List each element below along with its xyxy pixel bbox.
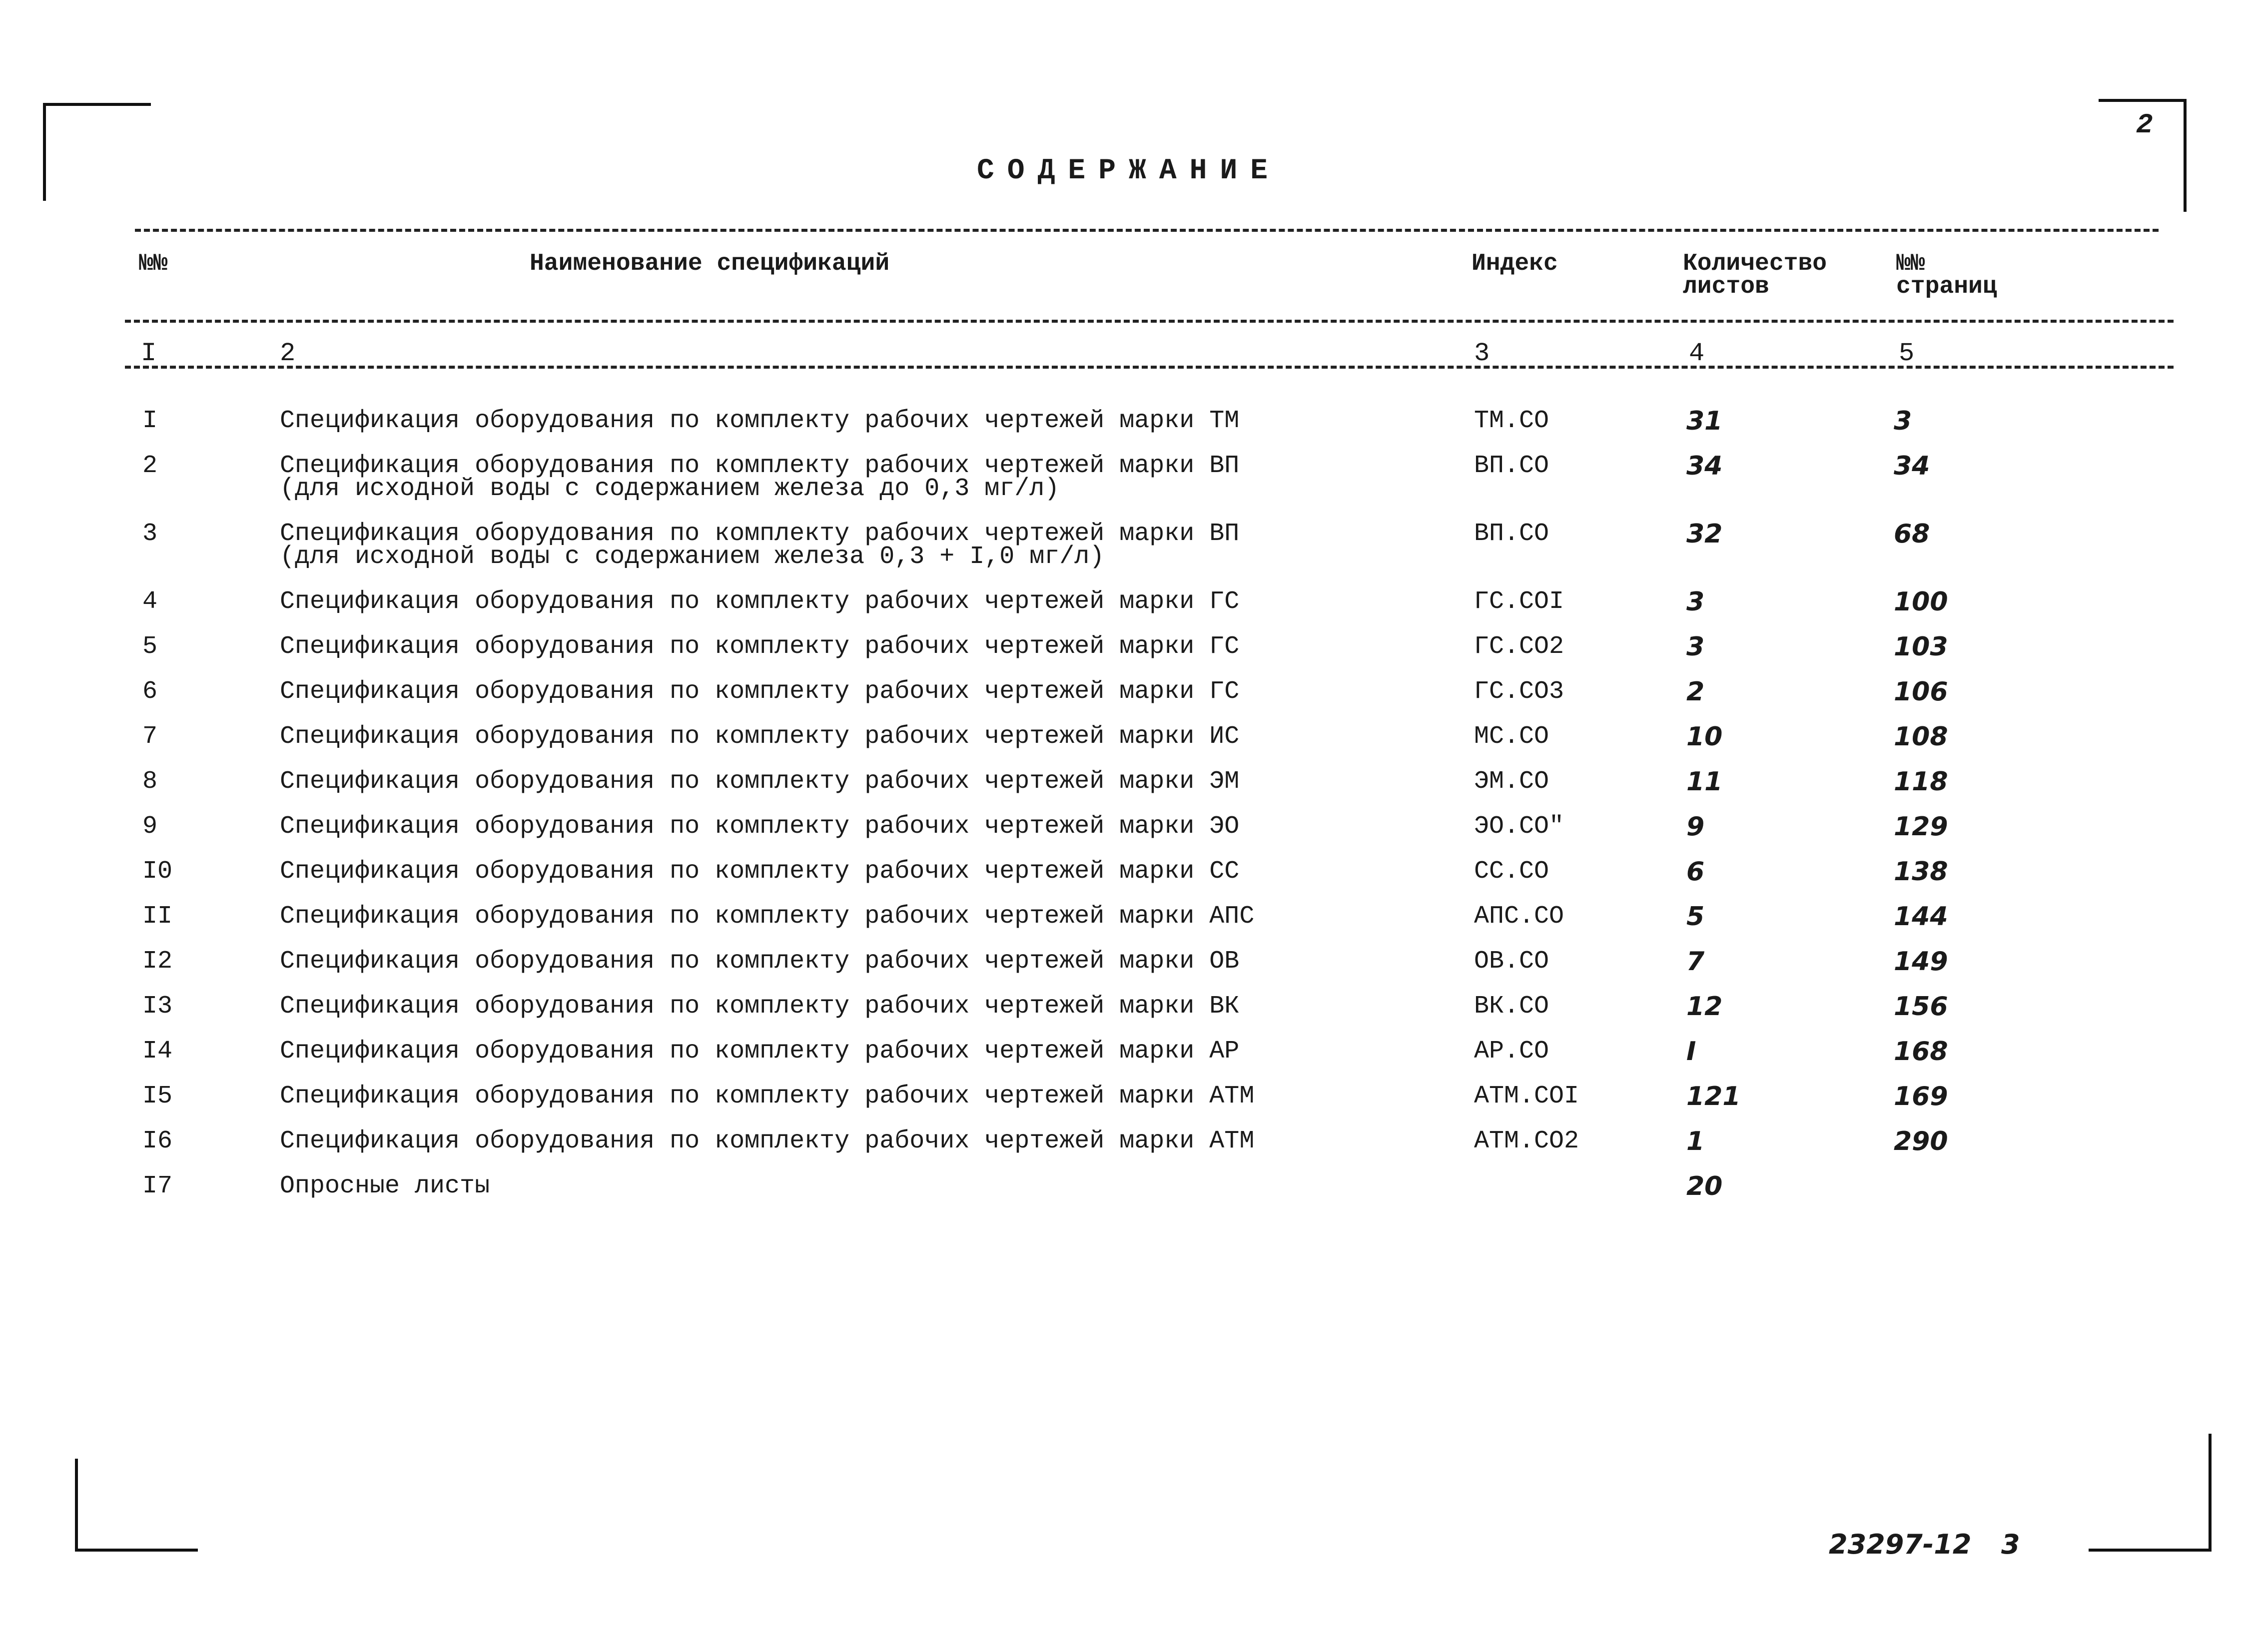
- row-sheets: 5: [1686, 902, 1705, 932]
- table-row: [0, 1126, 2242, 1175]
- row-index: АТМ.СОI: [1474, 1082, 1579, 1110]
- row-name: Спецификация оборудования по комплекту рабочих чертежей марки ТМ: [280, 407, 1240, 435]
- header-sheets: Количество листов: [1683, 250, 1827, 300]
- row-number: I3: [142, 992, 173, 1021]
- document-code: 23297-12: [1829, 1529, 1972, 1560]
- row-name: Спецификация оборудования по комплекту рабочих чертежей марки ВК: [280, 992, 1240, 1021]
- row-sheets: 2: [1686, 677, 1705, 707]
- column-number: 4: [1689, 339, 1705, 368]
- row-number: I6: [142, 1127, 173, 1155]
- row-sheets: 11: [1686, 767, 1723, 797]
- row-page: 168: [1894, 1037, 1948, 1067]
- row-sheets: 31: [1686, 406, 1723, 436]
- column-number: 3: [1474, 339, 1490, 368]
- row-sheets: 12: [1686, 992, 1723, 1022]
- row-page: 149: [1894, 947, 1948, 977]
- row-name: Спецификация оборудования по комплекту рабочих чертежей марки ВП (для исходной воды с содержанием железа 0,3 + I,0 мг/л): [280, 520, 1240, 571]
- table-row: [0, 406, 2242, 455]
- row-name: Спецификация оборудования по комплекту рабочих чертежей марки АТМ: [280, 1127, 1255, 1155]
- header-index: Индекс: [1472, 250, 1558, 277]
- row-name: Спецификация оборудования по комплекту рабочих чертежей марки АР: [280, 1037, 1240, 1066]
- table-row: [0, 857, 2242, 905]
- row-page: 138: [1894, 857, 1948, 887]
- row-page: 108: [1894, 722, 1948, 752]
- row-sheets: 9: [1686, 812, 1705, 842]
- table-row: [0, 451, 2242, 503]
- row-index: АПС.СО: [1474, 902, 1564, 931]
- row-number: 6: [142, 677, 158, 706]
- row-name: Спецификация оборудования по комплекту рабочих чертежей марки АТМ: [280, 1082, 1255, 1110]
- row-name: Спецификация оборудования по комплекту рабочих чертежей марки ГС: [280, 677, 1240, 706]
- row-page: 34: [1894, 451, 1930, 481]
- row-number: 8: [142, 767, 158, 796]
- row-page: 169: [1894, 1082, 1948, 1111]
- row-sheets: 6: [1686, 857, 1705, 887]
- row-page: 156: [1894, 992, 1948, 1022]
- row-index: ВП.СО: [1474, 520, 1549, 548]
- row-index: ОВ.СО: [1474, 947, 1549, 976]
- row-number: 7: [142, 722, 158, 751]
- row-number: II: [142, 902, 173, 931]
- row-page: 100: [1894, 587, 1948, 617]
- header-separator-bottom: [125, 366, 2174, 369]
- row-page: 103: [1894, 632, 1948, 662]
- row-number: 4: [142, 587, 158, 616]
- row-sheets: 121: [1686, 1082, 1741, 1111]
- row-index: АТМ.СО2: [1474, 1127, 1579, 1155]
- row-page: 106: [1894, 677, 1948, 707]
- table-row: [0, 1171, 2242, 1220]
- row-page: 3: [1894, 406, 1912, 436]
- row-index: ВП.СО: [1474, 452, 1549, 480]
- row-sheets: 7: [1686, 947, 1705, 977]
- table-row: [0, 722, 2242, 770]
- row-sheets: 3: [1686, 587, 1705, 617]
- row-number: I0: [142, 857, 173, 886]
- row-name: Спецификация оборудования по комплекту рабочих чертежей марки ЭМ: [280, 767, 1240, 796]
- table-row: [0, 677, 2242, 725]
- row-number: I4: [142, 1037, 173, 1066]
- table-row: [0, 767, 2242, 815]
- row-number: 9: [142, 812, 158, 841]
- row-name: Спецификация оборудования по комплекту рабочих чертежей марки ЭО: [280, 812, 1240, 841]
- row-index: ГС.СОI: [1474, 587, 1564, 616]
- row-name: Спецификация оборудования по комплекту рабочих чертежей марки АПС: [280, 902, 1255, 931]
- row-sheets: I: [1686, 1037, 1696, 1067]
- row-page: 118: [1894, 767, 1948, 797]
- row-name: Спецификация оборудования по комплекту рабочих чертежей марки ГС: [280, 587, 1240, 616]
- table-row: [0, 587, 2242, 635]
- row-name: Спецификация оборудования по комплекту рабочих чертежей марки ВП (для исходной воды с содержанием железа до 0,3 мг/л): [280, 452, 1240, 503]
- row-sheets: 3: [1686, 632, 1705, 662]
- row-index: ГС.СО3: [1474, 677, 1564, 706]
- row-page: 144: [1894, 902, 1948, 932]
- row-sheets: 20: [1686, 1171, 1723, 1201]
- header-separator-middle: [125, 320, 2174, 323]
- row-index: АР.СО: [1474, 1037, 1549, 1066]
- frame-corner-bottom-left: [75, 1459, 198, 1552]
- row-sheets: 1: [1686, 1126, 1705, 1156]
- row-name: Спецификация оборудования по комплекту рабочих чертежей марки ОВ: [280, 947, 1240, 976]
- column-number: I: [141, 339, 157, 368]
- page-number: 2: [2136, 109, 2153, 141]
- row-index: СС.СО: [1474, 857, 1549, 886]
- column-number: 5: [1899, 339, 1915, 368]
- table-row: [0, 1037, 2242, 1085]
- row-name: Спецификация оборудования по комплекту рабочих чертежей марки ГС: [280, 632, 1240, 661]
- table-row: [0, 992, 2242, 1040]
- row-page: 129: [1894, 812, 1948, 842]
- table-row: [0, 812, 2242, 860]
- table-row: [0, 519, 2242, 571]
- row-index: ТМ.СО: [1474, 407, 1549, 435]
- row-number: I: [142, 407, 158, 435]
- row-index: ЭО.СО": [1474, 812, 1564, 841]
- row-page: 68: [1894, 519, 1930, 549]
- row-number: 5: [142, 632, 158, 661]
- header-pages: №№ страниц: [1896, 250, 1997, 300]
- header-no: №№: [139, 250, 168, 277]
- row-page: 290: [1894, 1126, 1948, 1156]
- row-sheets: 32: [1686, 519, 1723, 549]
- row-name: Спецификация оборудования по комплекту рабочих чертежей марки СС: [280, 857, 1240, 886]
- column-number: 2: [280, 339, 296, 368]
- row-number: I7: [142, 1172, 173, 1200]
- frame-corner-top-left: [43, 103, 151, 201]
- header-separator-top: [135, 229, 2159, 232]
- header-name: Наименование спецификаций: [530, 250, 890, 277]
- row-sheets: 10: [1686, 722, 1723, 752]
- row-number: 2: [142, 452, 158, 480]
- row-index: ГС.СО2: [1474, 632, 1564, 661]
- row-index: МС.СО: [1474, 722, 1549, 751]
- table-row: [0, 947, 2242, 995]
- row-index: ВК.СО: [1474, 992, 1549, 1021]
- table-row: [0, 902, 2242, 950]
- page-title: СОДЕРЖАНИЕ: [977, 155, 1281, 187]
- row-number: I2: [142, 947, 173, 976]
- row-name: Опросные листы: [280, 1172, 490, 1200]
- table-row: [0, 632, 2242, 680]
- row-number: I5: [142, 1082, 173, 1110]
- table-row: [0, 1082, 2242, 1130]
- row-sheets: 34: [1686, 451, 1723, 481]
- footer-page-number: 3: [2001, 1529, 2020, 1560]
- frame-corner-bottom-right: [2089, 1434, 2212, 1552]
- row-index: ЭМ.СО: [1474, 767, 1549, 796]
- row-name: Спецификация оборудования по комплекту рабочих чертежей марки ИС: [280, 722, 1240, 751]
- row-number: 3: [142, 520, 158, 548]
